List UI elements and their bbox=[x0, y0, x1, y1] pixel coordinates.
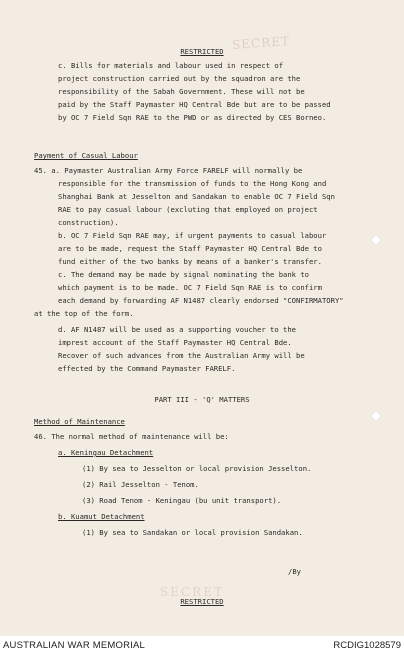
text-line: d. AF N1487 will be used as a supporting voucher to the bbox=[58, 325, 296, 334]
para-46: 46. The normal method of maintenance will be: bbox=[34, 432, 229, 441]
text-line: at the top of the form. bbox=[34, 309, 134, 318]
section-heading-casual-labour: Payment of Casual Labour bbox=[34, 151, 138, 160]
punch-hole-bottom bbox=[372, 412, 380, 420]
list-item: (2) Rail Jesselton - Tenom. bbox=[82, 480, 199, 489]
list-item: (1) By sea to Sandakan or local provision Sandakan. bbox=[82, 528, 303, 537]
text-line: c. Bills for materials and labour used in respect of bbox=[58, 61, 284, 70]
text-line: responsible for the transmission of funds to the Hong Kong and bbox=[58, 179, 327, 188]
subheading-kuamut: b. Kuamut Detachment bbox=[58, 512, 145, 521]
text-line: project construction carried out by the squadron are the bbox=[58, 74, 301, 83]
list-item: (3) Road Tenom - Keningau (bu unit transport). bbox=[82, 496, 282, 505]
para-45a: 45. a. Paymaster Australian Army Force FARELF will normally be bbox=[34, 166, 303, 175]
part-heading: PART III - 'Q' MATTERS bbox=[154, 395, 250, 404]
security-stamp-bottom: SECRET bbox=[160, 585, 224, 599]
text-line: b. OC 7 Field Sqn RAE may, if urgent payments to casual labour bbox=[58, 231, 327, 240]
list-item: (1) By sea to Jesselton or local provision Jesselton. bbox=[82, 464, 312, 473]
section-heading-maintenance: Method of Maintenance bbox=[34, 417, 125, 426]
text-line: RAE to pay casual labour (excluting that employed on project bbox=[58, 205, 318, 214]
text-line: each demand by forwarding AF N1487 clearly endorsed "CONFIRMATORY" bbox=[58, 296, 344, 305]
text-line: Shanghai Bank at Jesselton and Sandakan to enable OC 7 Field Sqn bbox=[58, 192, 335, 201]
text-line: which payment is to be made. OC 7 Field Sqn RAE is to confirm bbox=[58, 283, 322, 292]
text-line: effected by the Command Paymaster FARELF. bbox=[58, 364, 236, 373]
text-line: responsibility of the Sabah Government. These will not be bbox=[58, 87, 305, 96]
punch-hole-top bbox=[372, 236, 380, 244]
text-line: c. The demand may be made by signal nominating the bank to bbox=[58, 270, 309, 279]
security-marking-bottom: RESTRICTED bbox=[180, 597, 224, 606]
text-line: are to be made, request the Staff Paymaster HQ Central Bde to bbox=[58, 244, 322, 253]
archive-source: AUSTRALIAN WAR MEMORIAL bbox=[3, 640, 146, 651]
page-continuation: /By bbox=[288, 567, 301, 576]
text-line: imprest account of the Staff Paymaster HQ Central Bde. bbox=[58, 338, 292, 347]
text-line: paid by the Staff Paymaster HQ Central Bde but are to be passed bbox=[58, 100, 331, 109]
text-line: by OC 7 Field Sqn RAE to the PWD or as directed by CES Borneo. bbox=[58, 113, 327, 122]
security-marking-top: RESTRICTED bbox=[180, 47, 224, 56]
text-line: fund either of the two banks by means of a banker's transfer. bbox=[58, 257, 322, 266]
archive-reference: RCDIG1028579 bbox=[333, 640, 401, 651]
text-line: construction). bbox=[58, 218, 119, 227]
archive-footer bbox=[0, 636, 404, 654]
text-line: Recover of such advances from the Australian Army will be bbox=[58, 351, 305, 360]
security-stamp: SECRET bbox=[231, 33, 291, 53]
subheading-keningau: a. Keningau Detachment bbox=[58, 448, 154, 457]
